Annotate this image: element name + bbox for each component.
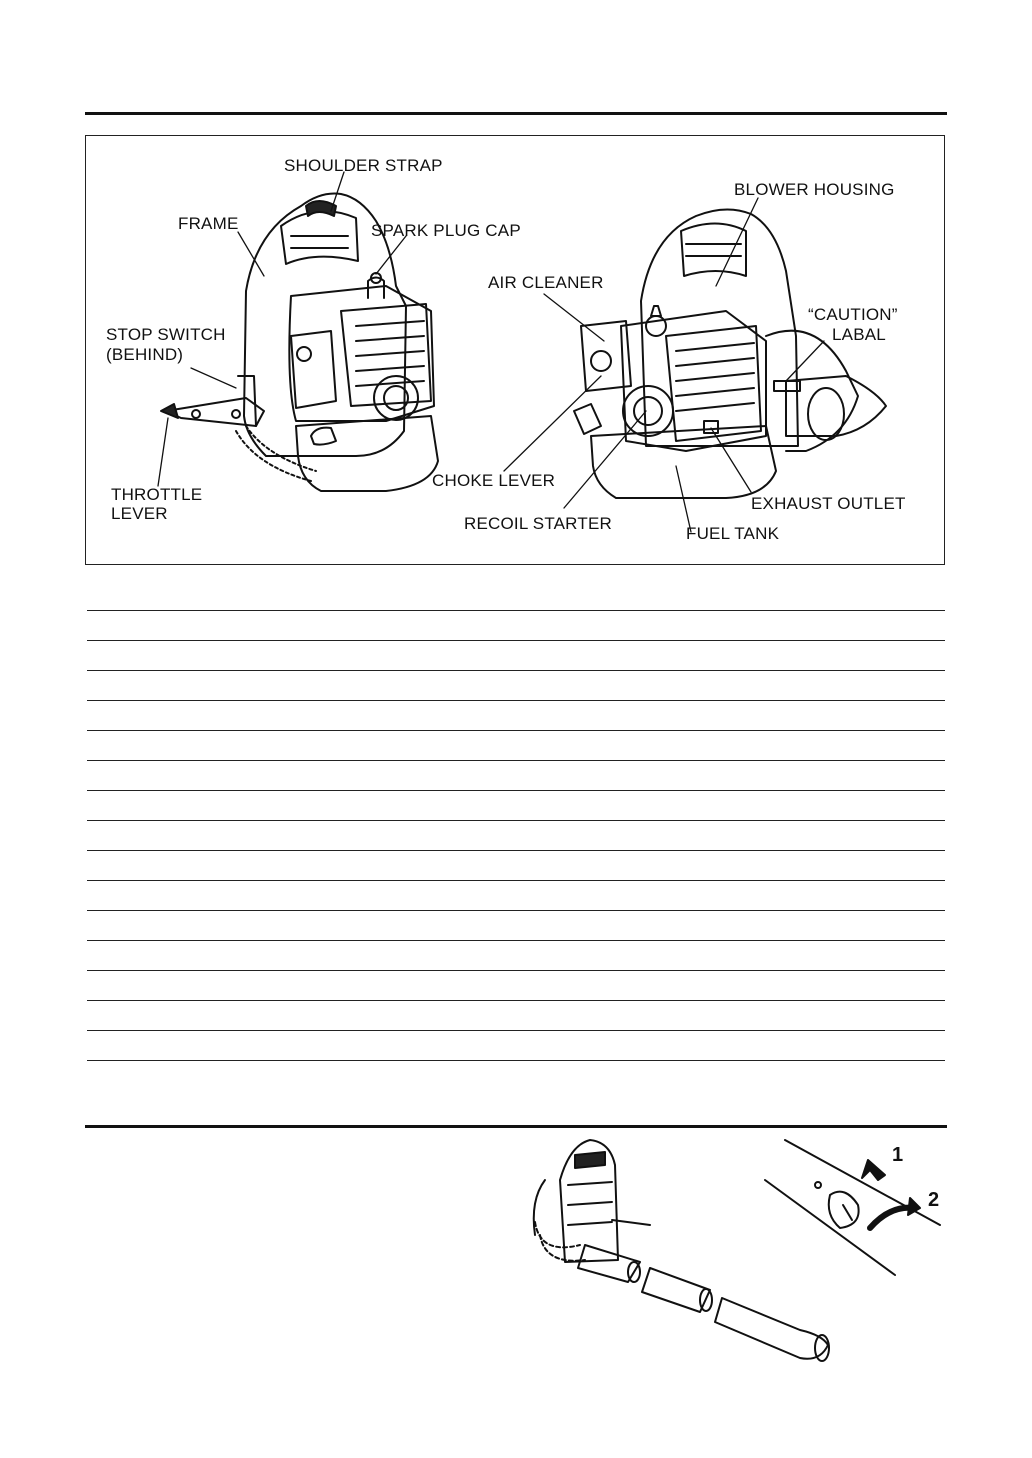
label-stop-switch-behind: (BEHIND) [106,345,184,364]
label-air-cleaner: AIR CLEANER [488,273,604,292]
arrow-push-icon [862,1160,885,1180]
label-blower-housing: BLOWER HOUSING [734,180,895,199]
step-number-2: 2 [928,1189,940,1211]
label-throttle-lever: LEVER [111,504,168,523]
label-spark-plug-cap: SPARK PLUG CAP [371,221,521,240]
label-caution-labal: LABAL [832,325,886,344]
label-throttle: THROTTLE [111,485,203,504]
label-recoil-starter: RECOIL STARTER [464,514,612,533]
label-caution: “CAUTION” [808,305,898,324]
label-shoulder-strap: SHOULDER STRAP [284,156,443,175]
assembly-blower-drawing [534,1140,650,1262]
label-exhaust-outlet: EXHAUST OUTLET [751,494,906,513]
assembly-pipe-sections [578,1245,829,1361]
label-fuel-tank: FUEL TANK [686,524,780,543]
label-frame: FRAME [178,214,239,233]
label-choke-lever: CHOKE LEVER [432,471,556,490]
step-number-1: 1 [892,1144,904,1166]
label-stop-switch: STOP SWITCH [106,325,226,344]
